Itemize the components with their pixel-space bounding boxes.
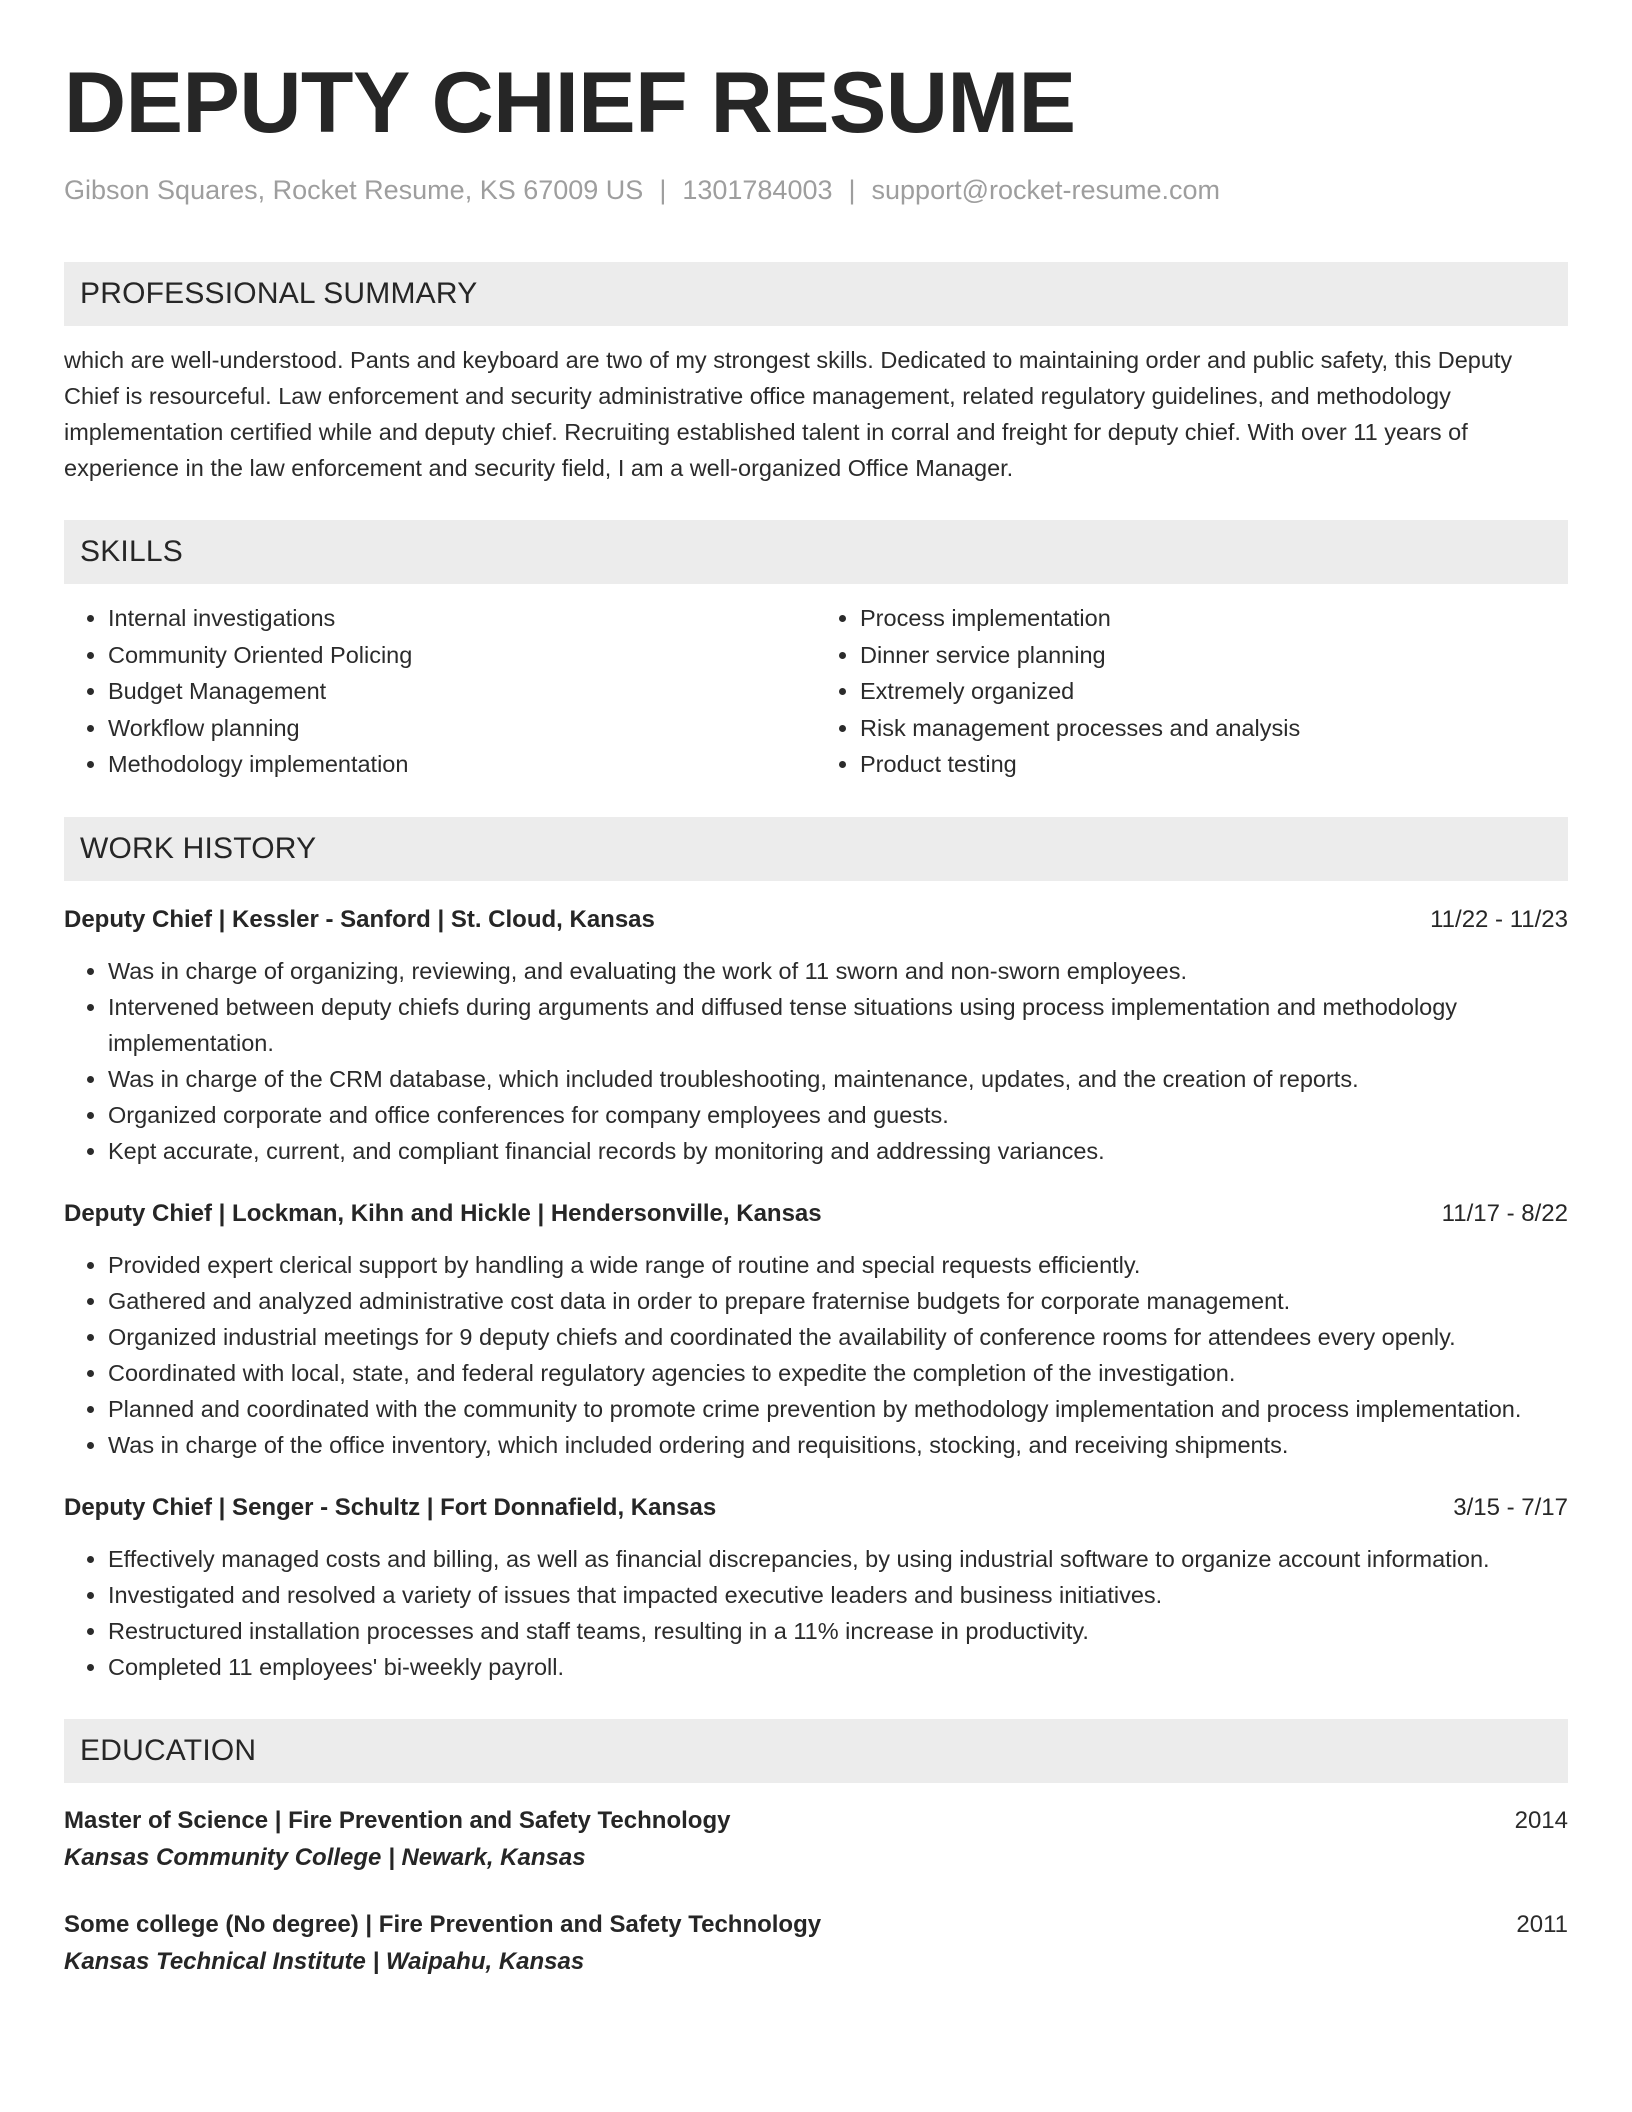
summary-text: which are well-understood. Pants and keyboard are two of my strongest skills. Dedicated to maintaining order and public safety, this Deputy Chief is resourceful. Law enforcement and security administrative office management, related regulatory guidelines, and methodology implementation certified while and deputy chief. Recruiting established talent in corral and freight for deputy chief. With over 11 years of experience in the law enforcement and security field, I am a well-organized Office Manager. [64,347,1513,482]
job-bullet: • Restructured installation processes and staff teams, resulting in a 11% increase in productivity. [108,1613,1568,1649]
job-bullet: • Provided expert clerical support by handling a wide range of routine and special requests efficiently. [108,1247,1568,1283]
job-bullet: • Intervened between deputy chiefs during arguments and diffused tense situations using process implementation and methodology implementation. [108,989,1568,1061]
job-bullet: • Was in charge of the CRM database, which included troubleshooting, maintenance, updates, and the creation of reports. [108,1061,1568,1097]
contact-phone: 1301784003 [682,175,833,205]
job-bullets [64,953,1568,1169]
education-degree: Some college (No degree) | Fire Prevention and Safety Technology [64,1910,822,1938]
education-entry [64,1907,1568,1981]
job-title: Deputy Chief | Senger - Schultz | Fort Donnafield, Kansas [64,1493,717,1521]
contact-separator: | [848,175,856,205]
skill-item: • Methodology implementation [108,746,816,783]
job-bullet: • Gathered and analyzed administrative cost data in order to prepare fraternise budgets for corporate management. [108,1283,1568,1319]
job-bullet: • Was in charge of organizing, reviewing, and evaluating the work of 11 sworn and non-sworn employees. [108,953,1568,989]
job-bullet: • Planned and coordinated with the community to promote crime prevention by methodology implementation and process implementation. [108,1391,1568,1427]
resume-title: DEPUTY CHIEF RESUME [64,55,1076,151]
section-header-work: WORK HISTORY [64,817,1568,881]
skill-item: • Internal investigations [108,600,816,637]
job-dates: 11/22 - 11/23 [1430,905,1568,933]
skills-column-left [64,600,816,783]
section-header-education: EDUCATION [64,1719,1568,1783]
job-bullet: • Completed 11 employees' bi-weekly payroll. [108,1649,1568,1685]
job-bullet: • Effectively managed costs and billing, as well as financial discrepancies, by using industrial software to organize account information. [108,1541,1568,1577]
education-header [64,1907,1568,1943]
job-header [64,1491,1568,1525]
section-header-skills: SKILLS [64,520,1568,584]
job-bullets [64,1247,1568,1463]
section-header-summary: PROFESSIONAL SUMMARY [64,262,1568,326]
education-year: 2014 [1514,1806,1568,1834]
job-entry [64,903,1568,1169]
skill-item: • Risk management processes and analysis [860,710,1568,747]
job-entry [64,1197,1568,1463]
skill-item: • Product testing [860,746,1568,783]
skill-item: • Dinner service planning [860,637,1568,674]
skill-item: • Workflow planning [108,710,816,747]
education-school: Kansas Technical Institute | Waipahu, Kansas [64,1947,585,1975]
skills-list [64,600,1568,783]
skill-item: • Process implementation [860,600,1568,637]
education-entry [64,1803,1568,1877]
job-header [64,1197,1568,1231]
education-school: Kansas Community College | Newark, Kansas [64,1843,586,1871]
job-bullet: • Coordinated with local, state, and federal regulatory agencies to expedite the completion of the investigation. [108,1355,1568,1391]
skill-item: • Extremely organized [860,673,1568,710]
contact-email: support@rocket-resume.com [871,175,1221,205]
education-year: 2011 [1516,1910,1568,1938]
education-degree: Master of Science | Fire Prevention and Safety Technology [64,1806,731,1834]
job-entry [64,1491,1568,1685]
job-dates: 3/15 - 7/17 [1453,1493,1568,1521]
skills-column-right [816,600,1568,783]
job-title: Deputy Chief | Lockman, Kihn and Hickle | Hendersonville, Kansas [64,1199,822,1227]
job-header [64,903,1568,937]
contact-separator: | [659,175,667,205]
skill-item: • Community Oriented Policing [108,637,816,674]
job-bullets [64,1541,1568,1685]
job-bullet: • Organized industrial meetings for 9 deputy chiefs and coordinated the availability of conference rooms for attendees every openly. [108,1319,1568,1355]
contact-address: Gibson Squares, Rocket Resume, KS 67009 US [64,175,644,205]
job-bullet: • Organized corporate and office conferences for company employees and guests. [108,1097,1568,1133]
job-bullet: • Was in charge of the office inventory, which included ordering and requisitions, stocking, and receiving shipments. [108,1427,1568,1463]
job-bullet: • Investigated and resolved a variety of issues that impacted executive leaders and business initiatives. [108,1577,1568,1613]
job-bullet: • Kept accurate, current, and compliant financial records by monitoring and addressing variances. [108,1133,1568,1169]
skill-item: • Budget Management [108,673,816,710]
contact-line [64,174,1568,206]
job-title: Deputy Chief | Kessler - Sanford | St. Cloud, Kansas [64,905,655,933]
job-dates: 11/17 - 8/22 [1441,1199,1568,1227]
education-header [64,1803,1568,1839]
